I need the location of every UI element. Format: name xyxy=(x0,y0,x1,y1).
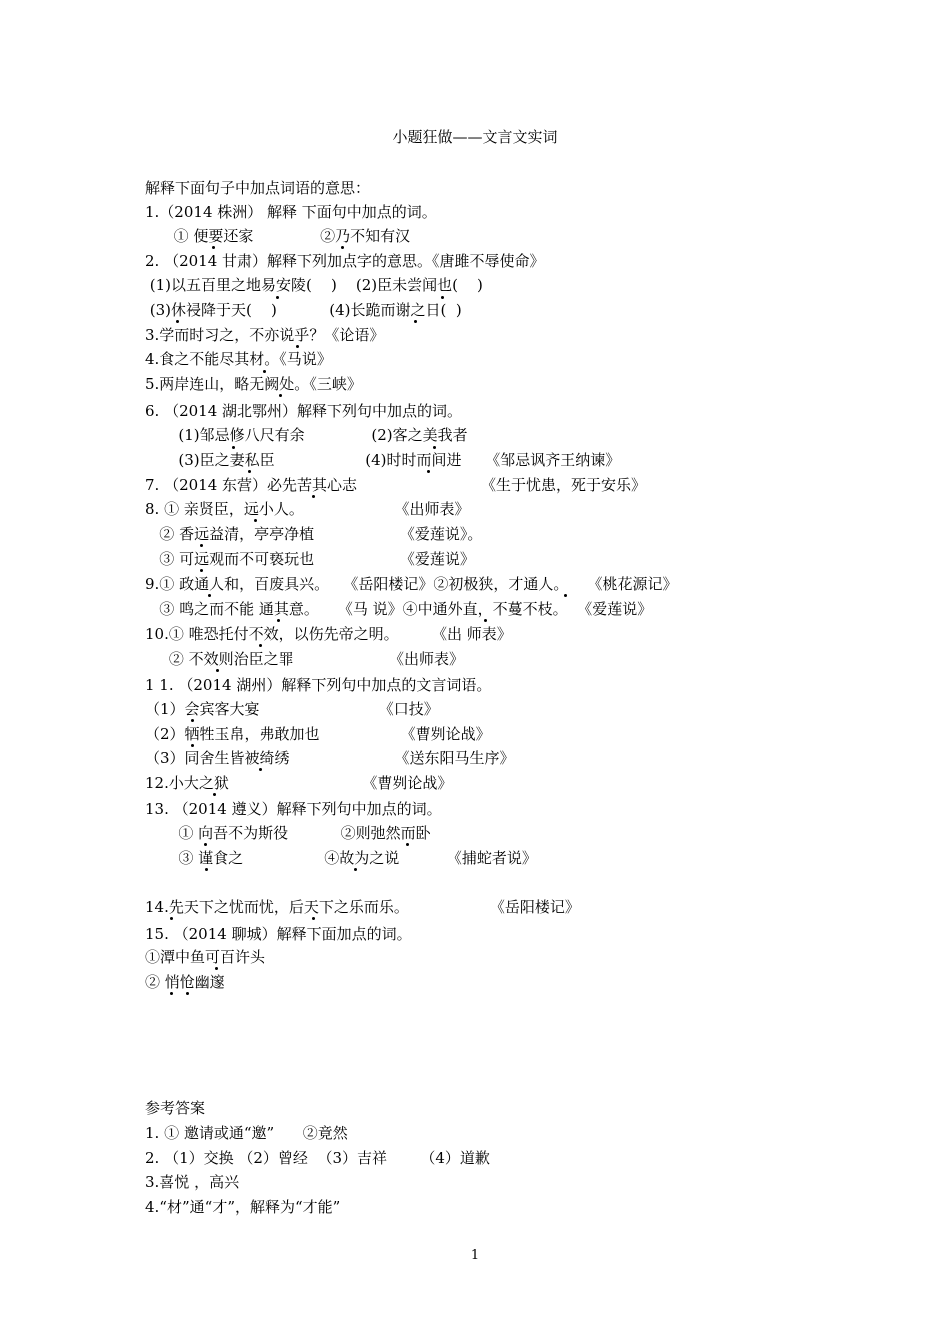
question-13: 13. （2014 遵义）解释下列句中加点的词。 xyxy=(145,800,442,818)
emphasis-dot xyxy=(312,495,315,498)
emphasis-dot xyxy=(204,843,207,846)
question-6-items-a: (1)邹忌修八尺有余 (2)客之美我者 xyxy=(145,426,468,444)
question-3: 3.学而时习之，不亦说乎？《论语》 xyxy=(145,326,385,344)
emphasis-dot xyxy=(276,296,279,299)
emphasis-dot xyxy=(170,992,173,995)
question-9-b: ③ 鸣之而不能 通其意。 《马 说》④中通外直，不蔓不枝。 《爱莲说》 xyxy=(145,600,653,618)
answer-1: 1. ① 邀请或通“邀” ②竟然 xyxy=(145,1124,348,1142)
emphasis-dot xyxy=(564,594,567,597)
emphasis-dot xyxy=(232,446,235,449)
question-2: 2. （2014 甘肃）解释下列加点字的意思。《唐雎不辱使命》 xyxy=(145,252,545,270)
question-13-items-b: ③ 谨食之 ④故为之说 《捕蛇者说》 xyxy=(145,849,537,867)
emphasis-dot xyxy=(205,868,208,871)
emphasis-dot xyxy=(191,719,194,722)
question-14: 14.先天下之忧而忧，后天下之乐而乐。 《岳阳楼记》 xyxy=(145,898,580,916)
emphasis-dot xyxy=(259,768,262,771)
emphasis-dot xyxy=(433,446,436,449)
emphasis-dot xyxy=(406,843,409,846)
question-4: 4.食之不能尽其材。《马说》 xyxy=(145,350,332,368)
question-1: 1.（2014 株洲） 解释 下面句中加点的词。 xyxy=(145,203,437,221)
emphasis-dot xyxy=(254,519,257,522)
emphasis-dot xyxy=(191,744,194,747)
answer-4: 4.“材”通“才”，解释为“才能” xyxy=(145,1198,341,1216)
emphasis-dot xyxy=(213,793,216,796)
emphasis-dot xyxy=(277,619,280,622)
emphasis-dot xyxy=(170,917,173,920)
emphasis-dot xyxy=(216,669,219,672)
question-5: 5.两岸连山，略无阙处。《三峡》 xyxy=(145,375,362,393)
emphasis-dot xyxy=(186,992,189,995)
emphasis-dot xyxy=(176,320,179,323)
answer-3: 3.喜悦 ，高兴 xyxy=(145,1173,240,1191)
question-12: 12.小大之狱 《曹刿论战》 xyxy=(145,774,453,792)
emphasis-dot xyxy=(341,246,344,249)
emphasis-dot xyxy=(441,296,444,299)
question-11-2: （2）牺牲玉帛，弗敢加也 《曹刿论战》 xyxy=(145,725,491,743)
question-9-a: 9.① 政通人和，百废具兴。 《岳阳楼记》②初极狭，才通人。 《桃花源记》 xyxy=(145,575,678,593)
question-15-1: ①潭中鱼可百许头 xyxy=(145,948,266,966)
question-11-3: （3）同舍生皆被绮绣 《送东阳马生序》 xyxy=(145,749,515,767)
emphasis-dot xyxy=(212,246,215,249)
question-10-1: 10.① 唯恐托付不效，以伤先帝之明。 《出 师表》 xyxy=(145,625,512,643)
emphasis-dot xyxy=(312,917,315,920)
document-title: 小题狂做——文言文实词 xyxy=(392,128,558,146)
question-8-3: ③ 可远观而不可亵玩也 《爱莲说》 xyxy=(145,550,475,568)
question-2-items-a: (1)以五百里之地易安陵( ) (2)臣未尝闻也( ) xyxy=(145,276,483,294)
question-13-items-a: ① 向吾不为斯役 ②则弛然而卧 xyxy=(145,824,431,842)
emphasis-dot xyxy=(296,345,299,348)
instruction-line: 解释下面句子中加点词语的意思： xyxy=(145,179,371,197)
question-15-2: ② 悄怆幽邃 xyxy=(145,973,225,991)
question-11-1: （1）会宾客大宴 《口技》 xyxy=(145,700,439,718)
answers-heading: 参考答案 xyxy=(145,1099,206,1117)
emphasis-dot xyxy=(414,320,417,323)
question-6: 6. （2014 湖北鄂州）解释下列句中加点的词。 xyxy=(145,402,463,420)
emphasis-dot xyxy=(279,394,282,397)
answer-2: 2. （1）交换 （2）曾经 （3）吉祥 （4）道歉 xyxy=(145,1149,490,1167)
question-7: 7. （2014 东营）必先苦其心志 《生于忧患，死于安乐》 xyxy=(145,476,646,494)
page-number: 1 xyxy=(470,1248,480,1263)
question-15: 15. （2014 聊城）解释下面加点的词。 xyxy=(145,925,412,943)
question-1-items: ① 便要还家 ②乃不知有汉 xyxy=(145,227,411,245)
emphasis-dot xyxy=(208,594,211,597)
emphasis-dot xyxy=(263,370,266,373)
question-10-2: ② 不效则治臣之罪 《出师表》 xyxy=(145,650,464,668)
emphasis-dot xyxy=(200,569,203,572)
question-8-1: 8. ① 亲贤臣，远小人。 《出师表》 xyxy=(145,500,470,518)
emphasis-dot xyxy=(354,868,357,871)
emphasis-dot xyxy=(200,544,203,547)
emphasis-dot xyxy=(215,967,218,970)
question-8-2: ② 香远益清，亭亭净植 《爱莲说》。 xyxy=(145,525,483,543)
question-11: 1 1. （2014 湖州）解释下列句中加点的文言词语。 xyxy=(145,676,492,694)
question-2-items-b: (3)休祲降于天( ) (4)长跪而谢之日( ) xyxy=(145,301,462,319)
question-6-items-b: (3)臣之妻私臣 (4)时时而间进 《邹忌讽齐王纳谏》 xyxy=(145,451,621,469)
emphasis-dot xyxy=(259,644,262,647)
emphasis-dot xyxy=(248,470,251,473)
emphasis-dot xyxy=(427,470,430,473)
emphasis-dot xyxy=(484,619,487,622)
